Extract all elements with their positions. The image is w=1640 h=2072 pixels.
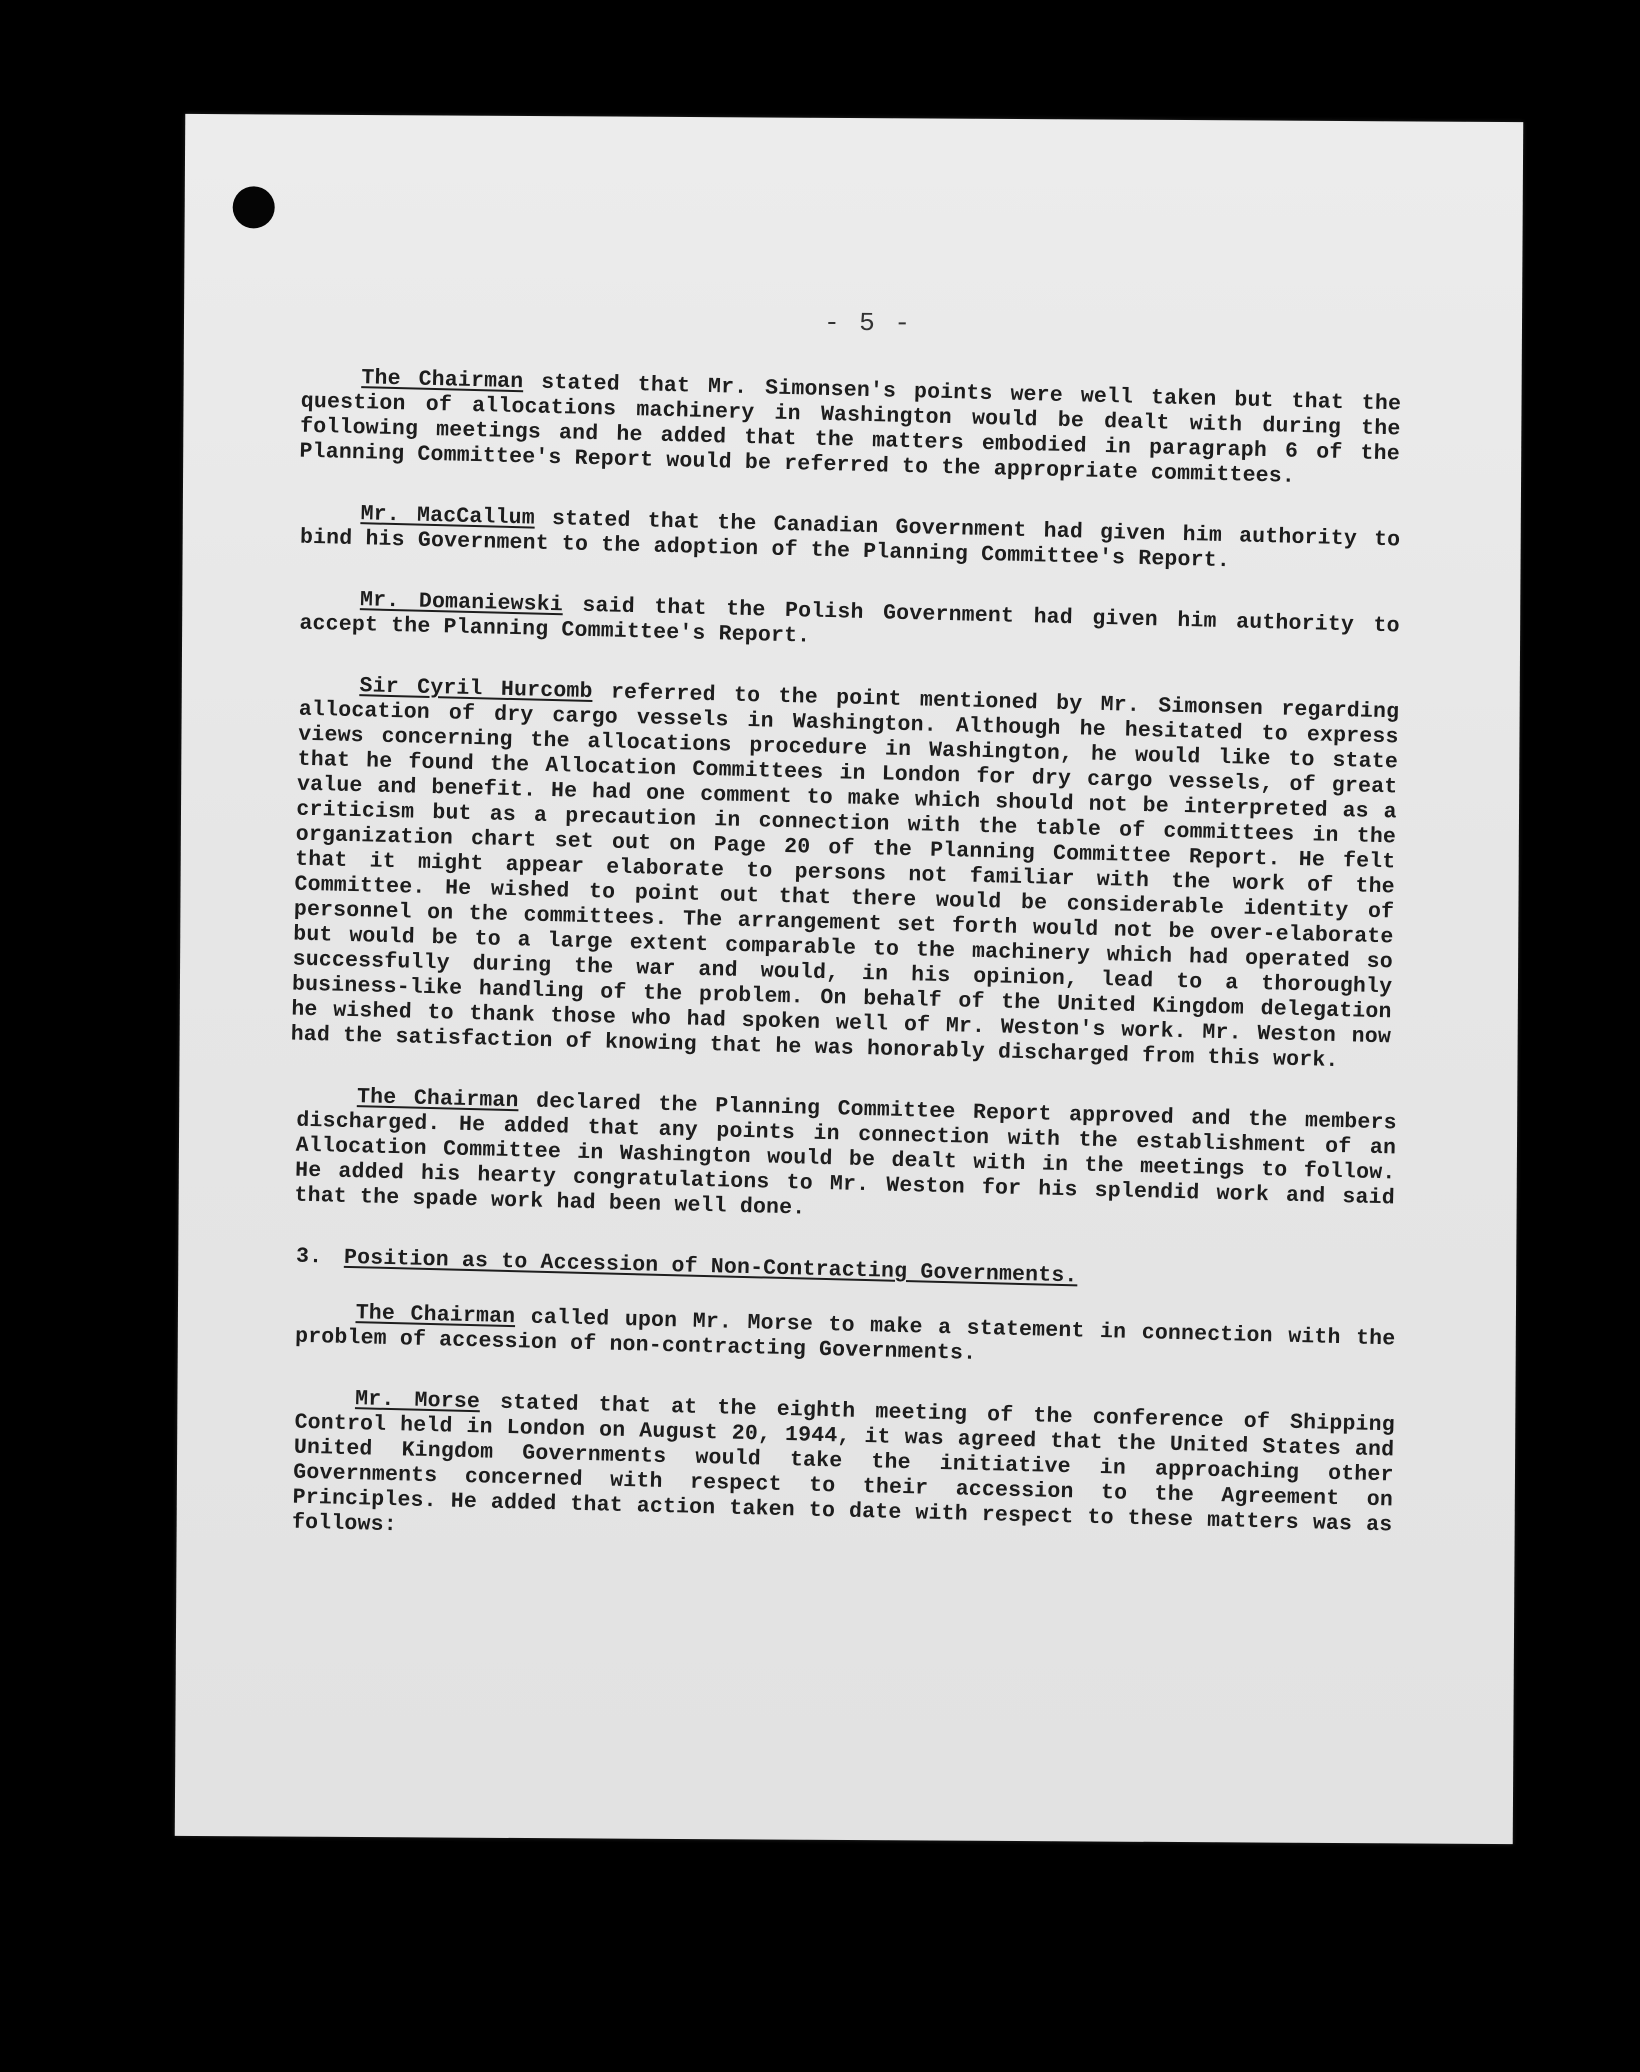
section-title: Position as to Accession of Non-Contracting Governments. [343, 1245, 1078, 1289]
paragraph-chairman-morse [295, 1300, 1396, 1378]
paragraph-maccallum [300, 501, 1401, 579]
paragraph-text: declared the Planning Committee Report approved and the members discharged. He added that any points in connection with the establishment of an Allocation Committee in Washington would be dealt with in the meetings to follow. He added his hearty congratulations to Mr. Weston for his splendid work and said that the spade work had been well done. [294, 1089, 1397, 1221]
paragraph-chairman-approval [294, 1084, 1397, 1237]
paragraph-text: referred to the point mentioned by Mr. Simonsen regarding allocation of dry cargo vessels in Washington. Although he hesitated to express views concerning the allocations procedure in Washington, he would like to state that he found the Allocation Committees in London for dry cargo vessels, of great value and benefit. He had one comment to make which should not be interpreted as a criticism but as a precaution in connection with the table of committees in the organization chart set out on Page 20 of the Planning Committee Report. He felt that it might appear elaborate to persons not familiar with the work of the Committee. He wished to point out that there would be considerable identity of personnel on the committees. The arrangement set forth would not be over-elaborate but would be to a large extent comparable to the machinery which had operated so successfully during the war and would, in his opinion, lead to a thoroughly business-like handling of the problem. On behalf of the United Kingdom delegation he wished to thank those who had spoken well of Mr. Weston's work. Mr. Weston now had the satisfaction of knowing that he was honorably discharged from this work. [290, 680, 1400, 1074]
paragraph-domaniewski [299, 587, 1400, 665]
paragraph-text: stated that at the eighth meeting of the conference of Shipping Control held in London on August 20, 1944, it was agreed that the United States and United Kingdom Governments would take the initiative in approaching other Governments concerned with respect to their accession to the Agreement on Principles. He added that action taken to date with respect to these matters was as follows: [291, 1390, 1396, 1538]
paragraph-chairman-allocations [299, 365, 1401, 493]
speaker-name: Mr. Morse [354, 1387, 481, 1415]
paragraph-text: said that the Polish Government had given him authority to accept the Planning Committee's Report. [299, 593, 1401, 649]
punch-hole [233, 186, 275, 228]
page-number: - 5 - [823, 307, 913, 339]
paragraph-text: stated that the Canadian Government had given him authority to bind his Government to the adoption of the Planning Committee's Report. [299, 506, 1401, 574]
speaker-name: Mr. MacCallum [360, 502, 536, 531]
document-page [175, 114, 1523, 1844]
speaker-name: The Chairman [356, 1085, 519, 1114]
speaker-name: The Chairman [361, 366, 524, 395]
paragraph-text: stated that Mr. Simonsen's points were well taken but that the question of allocations machinery in Washington would be dealt with during the following meetings and he added that the matters embodied in paragraph 6 of the Planning Committee's Report would be referred to the appropriate committees. [299, 370, 1402, 489]
document-body [290, 365, 1402, 1579]
speaker-name: The Chairman [355, 1301, 516, 1330]
section-number: 3. [295, 1244, 323, 1270]
paragraph-text: called upon Mr. Morse to make a statement in connection with the problem of accession of non-contracting Governments. [294, 1305, 1396, 1366]
speaker-name: Mr. Domaniewski [359, 588, 564, 618]
speaker-name: Sir Cyril Hurcomb [359, 674, 593, 705]
paragraph-morse [292, 1386, 1395, 1564]
section-heading [296, 1245, 1396, 1298]
paragraph-hurcomb [290, 673, 1399, 1076]
